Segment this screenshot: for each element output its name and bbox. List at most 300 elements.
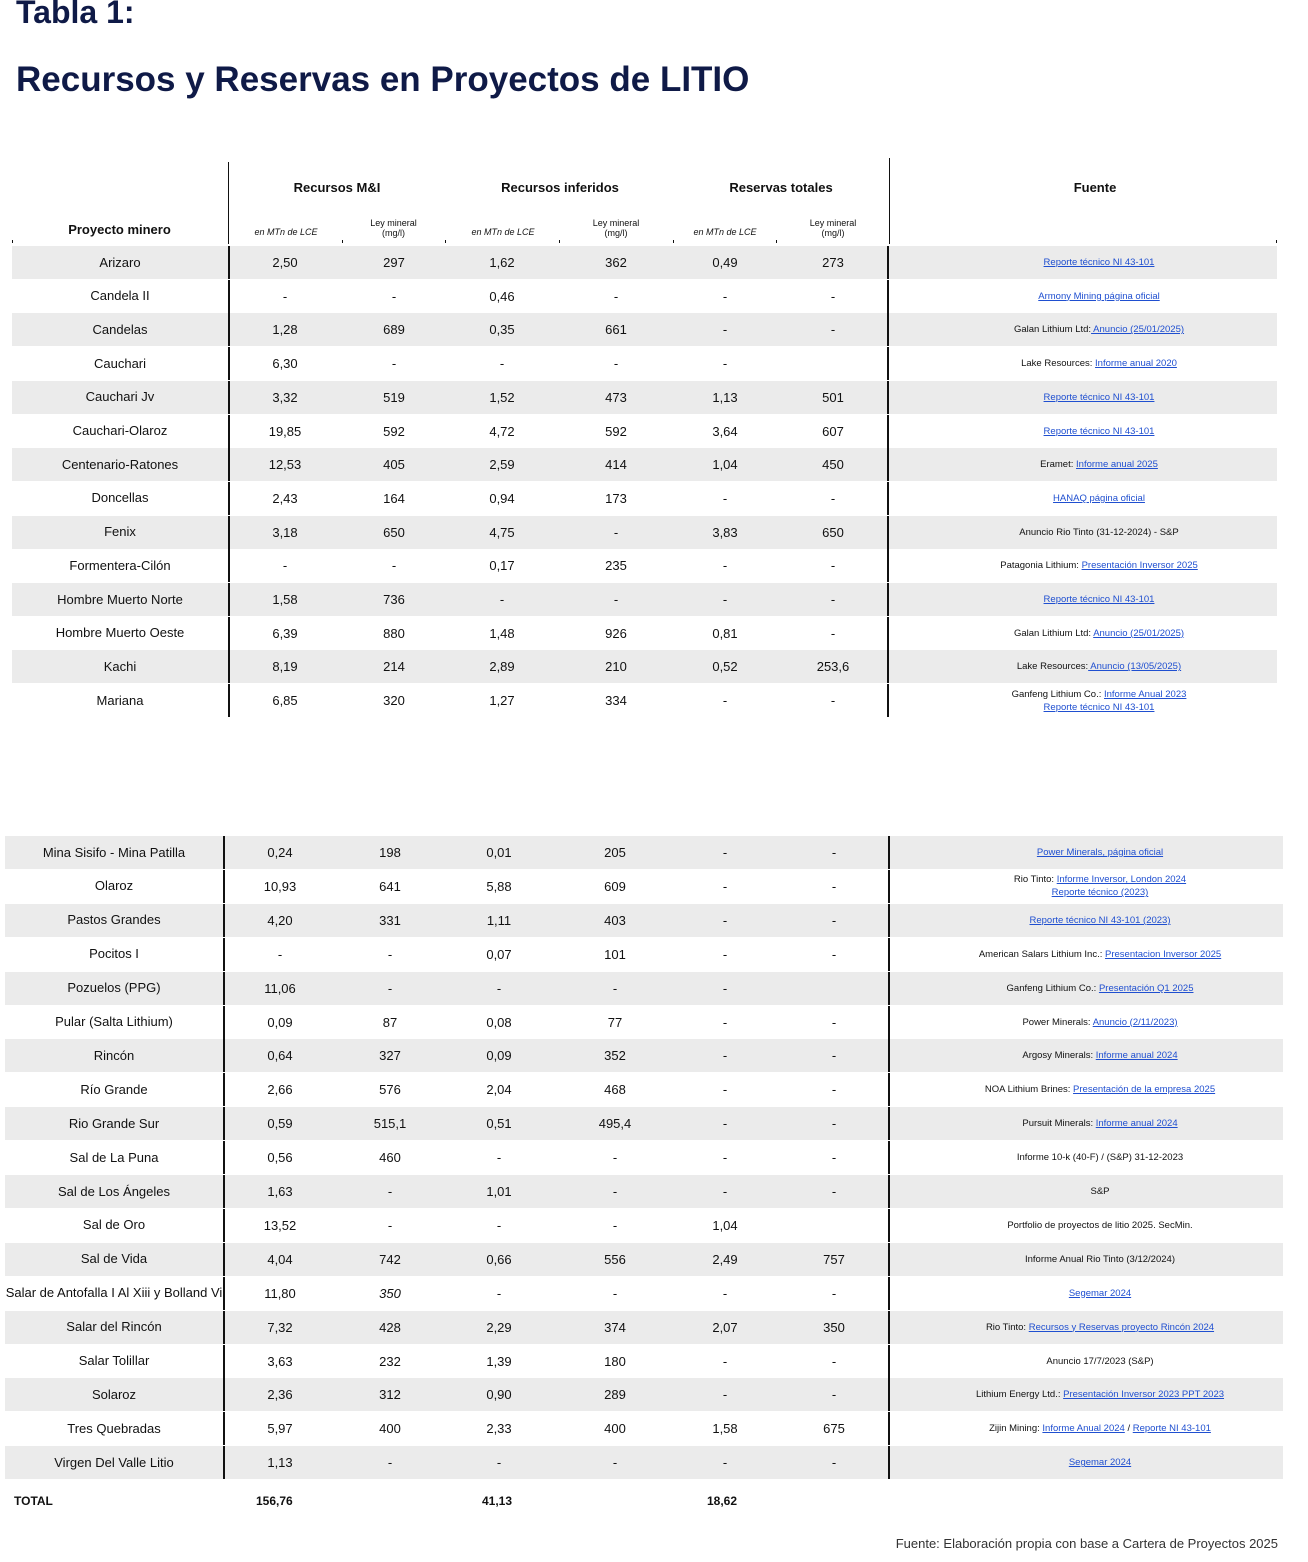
value-cell: 1,52 [489,389,515,405]
value-cell: 473 [605,389,627,405]
value-cell: 334 [605,693,627,709]
source-line [1069,1456,1131,1469]
table-row [5,938,1283,971]
ley-subheader: Ley mineral [809,218,857,228]
source-link[interactable]: Anuncio (13/05/2025) [1088,661,1182,673]
table-row [12,549,1277,582]
source-cell [890,1243,1308,1276]
value-cell: 607 [822,423,844,439]
source-link[interactable]: Presentación Inversor 2025 [1081,560,1198,572]
column-divider [888,938,890,971]
value-cell: - [831,1048,837,1064]
value-cell: 2,07 [712,1319,738,1335]
value-cell: 2,59 [489,457,515,473]
value-cell: - [722,1014,728,1030]
source-cell [890,938,1308,971]
source-line [1014,323,1184,336]
source-link[interactable]: Segemar 2024 [1068,1457,1132,1469]
ley-subheader: Ley mineral [592,218,640,228]
value-cell: - [282,558,288,574]
table-row [5,1006,1283,1039]
column-divider [887,347,889,380]
value-cell: 1,63 [267,1184,293,1199]
value-cell: 0,35 [489,322,515,338]
column-divider [887,482,889,515]
value-cell: 5,97 [267,1421,293,1437]
value-cell: 650 [822,524,844,540]
column-divider [888,1039,890,1072]
value-cell: - [612,980,618,996]
project-name: Pocitos I [89,946,139,962]
value-cell: - [831,845,837,860]
value-cell: - [722,558,728,574]
source-cell [890,1311,1308,1344]
column-divider [223,1446,225,1479]
value-cell: 273 [822,255,844,270]
source-link[interactable]: Presentación de la empresa 2025 [1073,1084,1216,1096]
source-line [985,1083,1215,1096]
source-line [1000,559,1198,572]
source-cell [889,347,1308,380]
value-cell: 0,24 [267,845,293,860]
column-divider [223,1345,225,1378]
project-name: Hombre Muerto Oeste [55,625,185,641]
value-cell: 592 [383,423,405,439]
column-divider [223,1311,225,1344]
value-cell: - [612,1285,618,1301]
value-cell: - [722,490,728,506]
value-cell: 198 [379,845,401,860]
value-cell: 312 [379,1387,401,1403]
value-cell: 2,89 [489,659,515,675]
source-cell [889,482,1308,515]
value-cell: - [496,1217,502,1233]
value-cell: 362 [605,255,627,270]
table-row [5,1209,1283,1242]
header-tick [673,240,674,243]
table-row [12,347,1277,380]
column-divider [888,1243,890,1276]
source-link[interactable]: Informe Inversor, London 2024 [1056,874,1187,886]
value-cell: 0,56 [267,1150,293,1166]
value-cell: - [391,288,397,304]
value-cell: - [722,1116,728,1132]
value-cell: 501 [822,389,844,405]
column-divider [228,482,230,515]
source-link[interactable]: Presentacion Inversor 2025 [1105,948,1222,960]
value-cell: 253,6 [816,659,850,675]
value-cell: - [722,946,728,962]
project-name: Sal de La Puna [69,1149,159,1165]
table-row [5,1446,1283,1479]
column-divider [887,617,889,650]
value-cell: 926 [605,625,627,641]
project-name: Mina Sisifo - Mina Patilla [42,844,186,860]
table-row [5,1378,1283,1411]
ley-unit-subheader: (mg/l) [604,228,628,238]
value-cell: - [722,592,728,607]
value-cell: 609 [604,878,626,894]
value-cell: - [831,1014,837,1030]
value-cell: 235 [605,558,627,574]
page-title: Recursos y Reservas en Proyectos de LITIO [16,60,750,99]
value-cell: - [722,1387,728,1403]
source-link[interactable]: Presentación Q1 2025 [1098,982,1194,994]
project-name: Doncellas [91,490,149,506]
value-cell: 2,66 [267,1082,293,1098]
source-text: American Salars Lithium Inc.: [978,948,1105,960]
source-link[interactable]: Armony Mining página oficial [1038,290,1160,302]
value-cell: - [613,524,619,540]
unit-subheader: en MTn de LCE [254,227,318,237]
value-cell: - [722,1150,728,1166]
source-text: Lake Resources: [1021,358,1096,370]
project-name: Kachi [103,658,137,674]
value-cell: 0,08 [486,1014,512,1030]
value-cell: 0,94 [489,490,515,506]
value-cell: - [722,878,728,894]
value-cell: 1,27 [489,693,515,709]
column-divider [223,1175,225,1208]
source-line [1053,492,1145,505]
column-divider [888,1277,890,1310]
column-divider [887,516,889,549]
value-cell: - [277,946,283,962]
source-link[interactable]: Informe anual 2024 [1095,1050,1178,1062]
value-cell: - [496,1150,502,1166]
value-cell: 0,46 [489,288,515,304]
value-cell: 1,13 [267,1455,293,1471]
value-cell: - [830,490,836,506]
source-link[interactable]: Anuncio (25/01/2025) [1091,324,1185,336]
table-row [12,516,1277,549]
value-cell: 3,83 [712,524,738,540]
source-link[interactable]: Segemar 2024 [1068,1287,1132,1299]
column-divider [228,583,230,616]
value-cell: - [831,1455,837,1471]
value-cell: 4,04 [267,1251,293,1267]
source-line [1030,914,1171,927]
value-cell: 736 [383,592,405,607]
column-divider [887,415,889,448]
source-link[interactable]: Reporte técnico NI 43-101 [1043,701,1155,713]
value-cell: 592 [605,423,627,439]
source-cell [889,650,1308,683]
value-cell: 19,85 [268,423,302,439]
source-line [1044,701,1155,714]
value-cell: 11,06 [264,980,296,996]
value-cell: 405 [383,457,405,473]
column-divider [887,583,889,616]
column-divider [887,313,889,346]
project-name: Mariana [96,692,144,708]
value-cell: - [831,912,837,928]
source-link[interactable]: Informe Anual 2023 [1104,688,1187,700]
total-inferidos: 41,13 [482,1494,513,1508]
project-name: Pozuelos (PPG) [67,980,161,996]
source-link[interactable]: HANAQ página oficial [1053,492,1145,504]
value-cell: 10,93 [263,878,297,894]
table-row [5,1243,1283,1276]
source-text: Eramet: [1040,459,1077,471]
column-group-header: Recursos inferidos [501,180,619,195]
table-row [12,381,1277,414]
value-cell: - [831,1387,837,1403]
source-cell [890,1345,1308,1378]
column-divider [888,1209,890,1242]
table-row [12,650,1277,683]
column-divider [223,1378,225,1411]
table-row [12,448,1277,481]
ley-unit-subheader: (mg/l) [382,228,405,238]
source-text: Galan Lithium Ltd: [1013,324,1092,336]
source-link[interactable]: Anuncio (25/01/2025) [1093,627,1185,639]
value-cell: 12,53 [268,457,302,473]
source-text: Portfolio de proyectos de litio 2025. SecMin. [1007,1219,1193,1231]
column-divider [888,1073,890,1106]
source-line [1038,290,1159,303]
header-tick [12,240,13,243]
value-cell: 650 [383,524,405,540]
value-cell: - [391,356,397,372]
source-text: Power Minerals: [1022,1016,1093,1028]
column-divider [228,617,230,650]
column-divider [223,1412,225,1445]
source-link[interactable]: Informe anual 2020 [1095,358,1177,370]
value-cell: - [830,558,836,574]
column-divider [888,1345,890,1378]
column-divider [228,313,230,346]
value-cell: - [722,288,728,304]
value-cell: - [612,1184,618,1199]
source-link[interactable]: Presentación Inversor 2023 PPT 2023 [1063,1389,1225,1401]
column-group-header: Reservas totales [729,180,833,195]
column-divider [223,1209,225,1242]
source-line [1017,1151,1183,1164]
ley-subheader: Ley mineral [370,218,417,228]
source-link[interactable]: Reporte técnico NI 43-101 [1043,391,1155,403]
source-line [1040,458,1158,471]
value-cell: 289 [604,1387,626,1403]
source-line [1022,1117,1177,1130]
column-divider [887,448,889,481]
source-footer: Fuente: Elaboración propia con base a Cartera de Proyectos 2025 [895,1536,1278,1551]
proyecto-header: Proyecto minero [68,222,171,237]
value-cell: - [722,1082,728,1098]
value-cell: 6,39 [272,625,298,641]
value-cell: 1,04 [712,457,738,473]
project-name: Olaroz [94,878,134,894]
project-name: Arizaro [99,254,141,270]
table-row [12,684,1277,717]
source-text: NOA Lithium Brines: [984,1084,1074,1096]
project-name: Cauchari-Olaroz [72,423,168,438]
value-cell: - [387,1217,393,1233]
column-divider [887,246,889,279]
value-cell: 327 [379,1048,401,1064]
value-cell: 350 [823,1319,845,1335]
value-cell: - [387,1455,393,1471]
value-cell: - [391,558,397,574]
source-link[interactable]: Reporte técnico NI 43-101 [1043,594,1155,605]
value-cell: 2,04 [486,1082,512,1098]
source-cell [889,313,1308,346]
value-cell: 1,39 [486,1353,512,1369]
source-link[interactable]: Reporte técnico NI 43-101 [1043,425,1155,437]
value-cell: 0,09 [486,1048,512,1064]
value-cell: 661 [605,322,627,338]
value-cell: 4,72 [489,423,515,439]
source-link[interactable]: Informe anual 2025 [1076,459,1158,471]
value-cell: 173 [605,490,627,506]
column-divider [228,516,230,549]
value-cell: - [722,912,728,928]
table-row [12,415,1277,448]
value-cell: - [722,1184,728,1199]
source-line [1012,688,1187,701]
column-divider [223,1277,225,1310]
source-text: Argosy Minerals: [1022,1050,1096,1062]
project-name: Virgen Del Valle Litio [54,1454,174,1470]
value-cell: 689 [383,322,405,338]
column-divider [223,1039,225,1072]
value-cell: - [722,1353,728,1369]
value-cell: 0,17 [489,558,515,574]
value-cell: 6,30 [272,356,298,372]
source-link[interactable]: Reporte NI 43-101 [1132,1423,1211,1435]
source-text: Lake Resources: [1016,661,1089,673]
value-cell: 0,09 [267,1014,293,1030]
value-cell: - [612,1150,618,1166]
value-cell: 0,01 [486,845,512,860]
project-name: Sal de Vida [80,1251,148,1267]
value-cell: 1,13 [712,389,738,405]
fuente-header: Fuente [1073,180,1117,195]
source-line [1090,1185,1109,1198]
value-cell: - [830,625,836,641]
column-divider [228,415,230,448]
column-divider [223,938,225,971]
value-cell: 641 [379,878,401,894]
value-cell: - [387,1184,393,1199]
value-cell: 8,19 [272,659,298,675]
table-row [5,836,1283,869]
value-cell: - [722,356,728,372]
table-row [5,1277,1283,1310]
source-line [1069,1287,1131,1300]
source-line [1044,391,1155,404]
value-cell: - [387,980,393,996]
source-line [1014,873,1186,886]
header-tick [559,240,560,243]
project-name: Tres Quebradas [67,1420,161,1436]
value-cell: 3,63 [267,1353,293,1369]
source-cell [890,1073,1308,1106]
value-cell: 2,50 [272,255,298,270]
source-text: Ganfeng Lithium Co.: [1006,982,1099,994]
source-cell [890,870,1308,903]
source-cell [890,1141,1308,1174]
source-link[interactable]: Reporte técnico (2023) [1051,887,1149,899]
source-cell [890,1378,1308,1411]
unit-subheader: en MTn de LCE [471,227,535,237]
value-cell: 5,88 [486,878,512,894]
source-cell [889,381,1308,414]
source-cell [889,415,1308,448]
value-cell: - [496,1455,502,1471]
table-row [5,1107,1283,1140]
table-row [5,1175,1283,1208]
value-cell: 757 [823,1251,845,1267]
source-cell [890,1446,1308,1479]
value-cell: 576 [379,1082,401,1098]
value-cell: - [830,592,836,607]
source-cell [890,972,1308,1005]
value-cell: 519 [383,389,405,405]
table-row [12,313,1277,346]
column-divider [888,1311,890,1344]
value-cell: 0,07 [486,946,512,962]
value-cell: 87 [382,1014,398,1030]
source-link[interactable]: Informe anual 2024 [1095,1118,1178,1130]
project-name: Centenario-Ratones [61,456,179,472]
value-cell [779,1209,889,1242]
table-row [5,972,1283,1005]
project-name: Rincón [93,1047,135,1063]
source-link[interactable]: Informe Anual 2024 [1042,1423,1125,1435]
value-cell: - [831,946,837,962]
source-cell [890,1039,1308,1072]
source-text: S&P [1090,1186,1110,1197]
source-link[interactable]: Recursos y Reservas proyecto Rincón 2024 [1028,1321,1215,1333]
value-cell: 205 [604,845,626,860]
source-text: Anuncio Rio Tinto (31-12-2024) - S&P [1019,526,1179,538]
project-name: Cauchari [93,355,147,371]
source-text: Informe 10-k (40-F) / (S&P) 31-12-2023 [1016,1152,1184,1164]
source-link[interactable]: Power Minerals, página oficial [1036,847,1164,858]
value-cell: 4,20 [267,912,293,928]
table-number: Tabla 1: [16,0,135,30]
header-tick [1276,240,1277,243]
column-divider [223,870,225,903]
value-cell: - [830,693,836,709]
source-text: Patagonia Lithium: [1000,560,1082,572]
source-line [1044,425,1155,438]
column-divider [888,904,890,937]
value-cell: 1,48 [489,625,515,641]
project-name: Sal de Los Ángeles [57,1183,171,1199]
source-link[interactable]: Reporte técnico NI 43-101 [1043,257,1155,268]
source-line [1052,886,1149,899]
table-row [5,1311,1283,1344]
source-text: Pursuit Minerals: [1022,1118,1096,1130]
source-line [1007,982,1194,995]
value-cell: 414 [605,457,627,473]
source-line [989,1422,1211,1435]
column-group-header: Recursos M&I [293,180,381,195]
column-divider [228,684,230,717]
source-text: Galan Lithium Ltd: [1013,627,1094,639]
value-cell: 4,75 [489,524,515,540]
value-cell: 742 [379,1251,401,1267]
column-divider [887,650,889,683]
column-divider [888,1006,890,1039]
value-cell: 460 [379,1150,401,1166]
source-link[interactable]: Reporte técnico NI 43-101 (2023) [1029,914,1171,926]
source-cell [890,1006,1308,1039]
source-link[interactable]: Anuncio (2/11/2023) [1092,1016,1178,1028]
source-line [986,1321,1214,1334]
